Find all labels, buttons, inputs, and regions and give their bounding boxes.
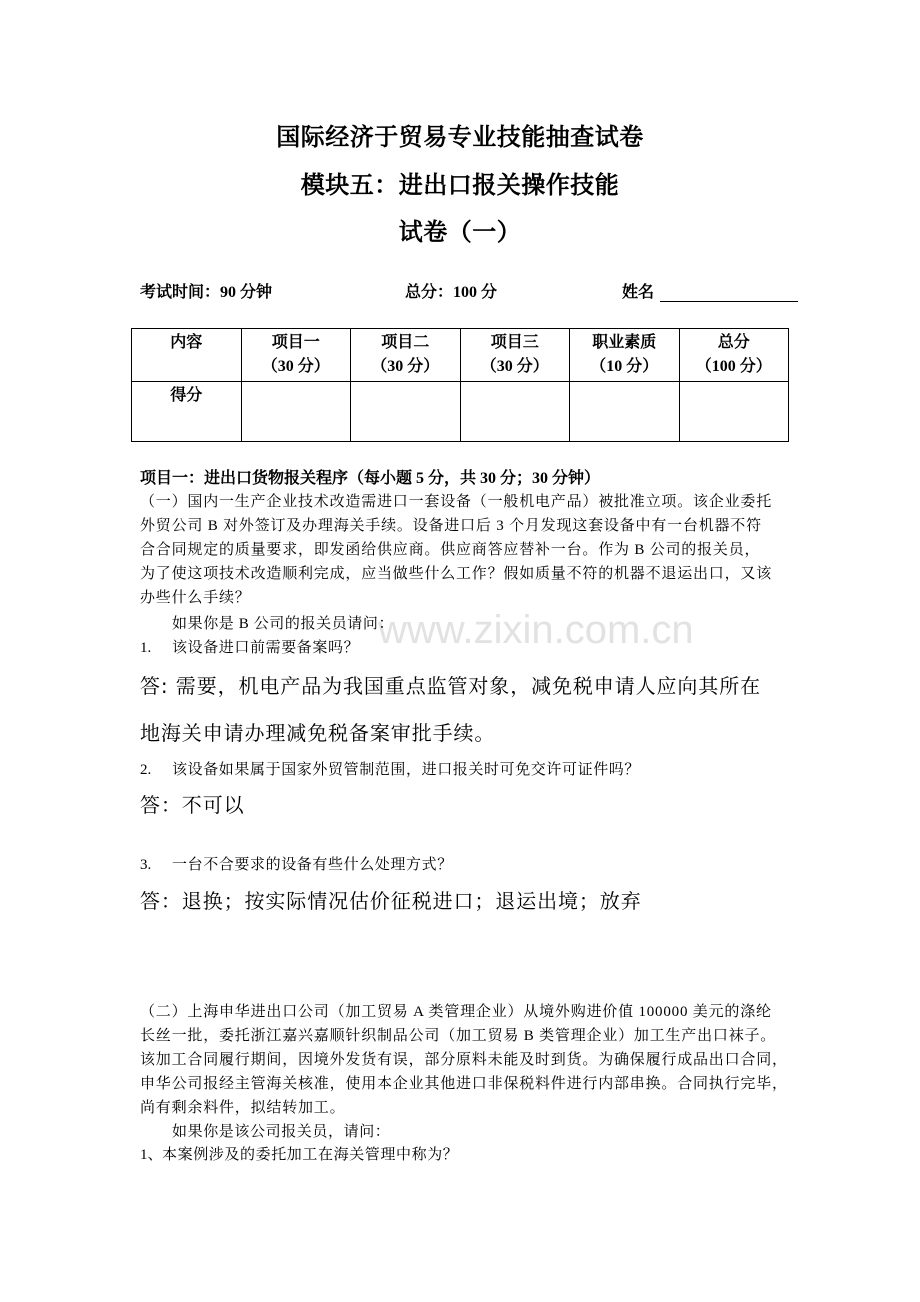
header-cell-points: （10 分） xyxy=(590,358,659,375)
question-number: 2. xyxy=(140,762,152,778)
header-cell-title: 总分 xyxy=(717,334,750,351)
header-cell-content xyxy=(132,329,242,382)
header-cell-title: 项目一 xyxy=(271,334,320,351)
score-cell-item2 xyxy=(351,382,461,442)
score-row-label-text: 得分 xyxy=(170,387,203,404)
paragraph-line: 合合同规定的质量要求，即发函给供应商。供应商答应替补一台。作为 B 公司的报关员， xyxy=(140,542,761,558)
exam-time: 考试时间：90 分钟 xyxy=(140,284,273,301)
paragraph-line: 为了使这项技术改造顺利完成，应当做些什么工作？假如质量不符的机器不退运出口，又该 xyxy=(140,566,773,582)
question-number: 3. xyxy=(140,857,152,873)
header-cell-total xyxy=(679,329,789,382)
answer-line: 地海关申请办理减免税备案审批手续。 xyxy=(140,721,496,745)
question-text: 该设备如果属于国家外贸管制范围，进口报关时可免交许可证件吗？ xyxy=(172,762,641,778)
header-cell-title: 项目二 xyxy=(381,334,430,351)
case1-prompt: 如果你是 B 公司的报关员请问： xyxy=(172,616,395,632)
paragraph-line: 申华公司报经主管海关核准，使用本企业其他进口非保税料件进行内部串换。合同执行完毕， xyxy=(140,1076,788,1092)
answer-line: 答: 需要，机电产品为我国重点监管对象，减免税申请人应向其所在 xyxy=(140,674,761,698)
case2-prompt: 如果你是该公司报关员，请问： xyxy=(172,1124,391,1140)
score-table-score-row xyxy=(132,382,789,442)
score-cell-total xyxy=(679,382,789,442)
header-cell-points: （30 分） xyxy=(480,358,549,375)
paragraph-line: 尚有剩余料件，拟结转加工。 xyxy=(140,1100,346,1116)
name-blank-line xyxy=(660,301,798,302)
header-cell-title: 项目三 xyxy=(490,334,539,351)
header-cell-title: 内容 xyxy=(170,334,203,351)
name-label: 姓名 xyxy=(622,284,655,301)
question-text: 本案例涉及的委托加工在海关管理中称为？ xyxy=(162,1147,459,1163)
score-cell-item3 xyxy=(460,382,570,442)
paragraph-line: 该加工合同履行期间，因境外发货有误，部分原料未能及时到货。为确保履行成品出口合同， xyxy=(140,1052,788,1068)
case1-paragraph xyxy=(140,490,772,610)
paragraph-line: 长丝一批，委托浙江嘉兴嘉顺针织制品公司（加工贸易 B 类管理企业）加工生产出口袜子。 xyxy=(140,1028,777,1044)
paper-title: 试卷（一） xyxy=(398,218,522,246)
score-table xyxy=(131,328,789,442)
header-cell-item1 xyxy=(241,329,351,382)
score-cell-professional xyxy=(570,382,680,442)
section1-heading: 项目一：进出口货物报关程序（每小题 5 分，共 30 分；30 分钟） xyxy=(140,470,601,487)
watermark: www.zixin.com.cn xyxy=(378,608,694,652)
score-row-label xyxy=(132,382,242,442)
score-table-header-row xyxy=(132,329,789,382)
header-cell-points: （30 分） xyxy=(261,358,330,375)
case2-paragraph xyxy=(140,1000,788,1120)
total-score: 总分：100 分 xyxy=(405,284,498,301)
paragraph-line: （一）国内一生产企业技术改造需进口一套设备（一般机电产品）被批准立项。该企业委托 xyxy=(140,494,773,510)
answer-line: 答：退换；按实际情况估价征税进口；退运出境；放弃 xyxy=(140,889,642,913)
answer-line: 答：不可以 xyxy=(140,793,245,817)
header-cell-item3 xyxy=(460,329,570,382)
question-text: 该设备进口前需要备案吗？ xyxy=(172,640,360,656)
header-cell-professional xyxy=(570,329,680,382)
header-cell-item2 xyxy=(351,329,461,382)
question-number: 1、 xyxy=(140,1147,163,1163)
header-cell-points: （100 分） xyxy=(695,358,772,375)
header-cell-title: 职业素质 xyxy=(592,334,657,351)
header-cell-points: （30 分） xyxy=(371,358,440,375)
question-text: 一台不合要求的设备有些什么处理方式？ xyxy=(172,857,453,873)
exam-title: 国际经济于贸易专业技能抽查试卷 xyxy=(276,123,644,151)
module-title: 模块五：进出口报关操作技能 xyxy=(300,171,620,199)
question-number: 1. xyxy=(140,640,152,656)
score-cell-item1 xyxy=(241,382,351,442)
paragraph-line: 办些什么手续？ xyxy=(140,590,251,606)
paragraph-line: （二）上海申华进出口公司（加工贸易 A 类管理企业）从境外购进价值 100000 美元的涤纶 xyxy=(140,1004,772,1020)
paragraph-line: 外贸公司 B 对外签订及办理海关手续。设备进口后 3 个月发现这套设备中有一台机器不符 xyxy=(140,518,762,534)
